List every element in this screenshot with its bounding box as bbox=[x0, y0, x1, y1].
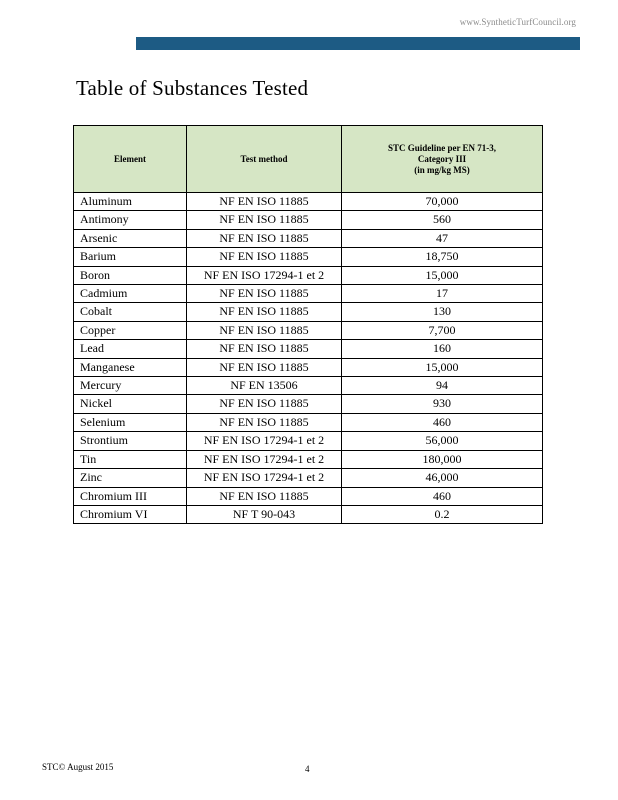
cell-test-method: NF EN ISO 11885 bbox=[187, 211, 342, 229]
cell-test-method: NF EN ISO 11885 bbox=[187, 285, 342, 303]
cell-guideline-value: 18,750 bbox=[342, 248, 543, 266]
cell-element: Antimony bbox=[74, 211, 187, 229]
cell-guideline-value: 180,000 bbox=[342, 450, 543, 468]
cell-test-method: NF EN ISO 11885 bbox=[187, 358, 342, 376]
table-row bbox=[74, 432, 543, 450]
cell-element: Strontium bbox=[74, 432, 187, 450]
table-row bbox=[74, 321, 543, 339]
site-url: www.SyntheticTurfCouncil.org bbox=[459, 17, 576, 27]
table-row bbox=[74, 285, 543, 303]
table-header-row bbox=[74, 126, 543, 193]
cell-test-method: NF EN ISO 11885 bbox=[187, 248, 342, 266]
cell-guideline-value: 930 bbox=[342, 395, 543, 413]
cell-guideline-value: 15,000 bbox=[342, 358, 543, 376]
cell-element: Zinc bbox=[74, 469, 187, 487]
cell-guideline-value: 160 bbox=[342, 340, 543, 358]
column-header-guideline: STC Guideline per EN 71-3, Category III (in mg/kg MS) bbox=[342, 126, 543, 193]
page-title: Table of Substances Tested bbox=[76, 76, 309, 100]
cell-element: Arsenic bbox=[74, 229, 187, 247]
table-row bbox=[74, 193, 543, 211]
cell-guideline-value: 7,700 bbox=[342, 321, 543, 339]
cell-test-method: NF EN 13506 bbox=[187, 377, 342, 395]
column-header-element: Element bbox=[74, 126, 187, 193]
table-row bbox=[74, 450, 543, 468]
cell-test-method: NF EN ISO 11885 bbox=[187, 303, 342, 321]
cell-test-method: NF EN ISO 11885 bbox=[187, 321, 342, 339]
cell-guideline-value: 94 bbox=[342, 377, 543, 395]
cell-element: Cadmium bbox=[74, 285, 187, 303]
table-row bbox=[74, 266, 543, 284]
cell-test-method: NF EN ISO 11885 bbox=[187, 229, 342, 247]
cell-element: Copper bbox=[74, 321, 187, 339]
table-row bbox=[74, 248, 543, 266]
cell-element: Tin bbox=[74, 450, 187, 468]
cell-element: Mercury bbox=[74, 377, 187, 395]
table-row bbox=[74, 469, 543, 487]
cell-guideline-value: 46,000 bbox=[342, 469, 543, 487]
cell-test-method: NF EN ISO 17294-1 et 2 bbox=[187, 266, 342, 284]
cell-test-method: NF EN ISO 11885 bbox=[187, 395, 342, 413]
table-row bbox=[74, 303, 543, 321]
cell-element: Cobalt bbox=[74, 303, 187, 321]
cell-element: Lead bbox=[74, 340, 187, 358]
cell-test-method: NF EN ISO 17294-1 et 2 bbox=[187, 432, 342, 450]
cell-guideline-value: 0.2 bbox=[342, 505, 543, 523]
cell-guideline-value: 47 bbox=[342, 229, 543, 247]
cell-guideline-value: 15,000 bbox=[342, 266, 543, 284]
footer-copyright: STC© August 2015 bbox=[42, 762, 114, 772]
cell-test-method: NF EN ISO 17294-1 et 2 bbox=[187, 469, 342, 487]
table-row bbox=[74, 340, 543, 358]
table-row bbox=[74, 358, 543, 376]
cell-test-method: NF EN ISO 11885 bbox=[187, 340, 342, 358]
page-number: 4 bbox=[305, 764, 310, 774]
cell-test-method: NF EN ISO 17294-1 et 2 bbox=[187, 450, 342, 468]
table-row bbox=[74, 487, 543, 505]
table-body bbox=[74, 193, 543, 524]
column-header-test-method: Test method bbox=[187, 126, 342, 193]
cell-guideline-value: 460 bbox=[342, 413, 543, 431]
cell-element: Selenium bbox=[74, 413, 187, 431]
table-row bbox=[74, 413, 543, 431]
cell-element: Nickel bbox=[74, 395, 187, 413]
table-row bbox=[74, 229, 543, 247]
table-row bbox=[74, 395, 543, 413]
cell-guideline-value: 56,000 bbox=[342, 432, 543, 450]
table-row bbox=[74, 505, 543, 523]
cell-guideline-value: 70,000 bbox=[342, 193, 543, 211]
cell-element: Aluminum bbox=[74, 193, 187, 211]
cell-element: Chromium III bbox=[74, 487, 187, 505]
cell-element: Boron bbox=[74, 266, 187, 284]
cell-test-method: NF EN ISO 11885 bbox=[187, 413, 342, 431]
table-row bbox=[74, 211, 543, 229]
cell-guideline-value: 17 bbox=[342, 285, 543, 303]
cell-guideline-value: 130 bbox=[342, 303, 543, 321]
cell-test-method: NF T 90-043 bbox=[187, 505, 342, 523]
cell-element: Manganese bbox=[74, 358, 187, 376]
cell-guideline-value: 460 bbox=[342, 487, 543, 505]
cell-test-method: NF EN ISO 11885 bbox=[187, 487, 342, 505]
cell-test-method: NF EN ISO 11885 bbox=[187, 193, 342, 211]
substances-table bbox=[73, 125, 543, 524]
cell-element: Barium bbox=[74, 248, 187, 266]
header-bar bbox=[136, 37, 580, 50]
cell-element: Chromium VI bbox=[74, 505, 187, 523]
table-row bbox=[74, 377, 543, 395]
cell-guideline-value: 560 bbox=[342, 211, 543, 229]
